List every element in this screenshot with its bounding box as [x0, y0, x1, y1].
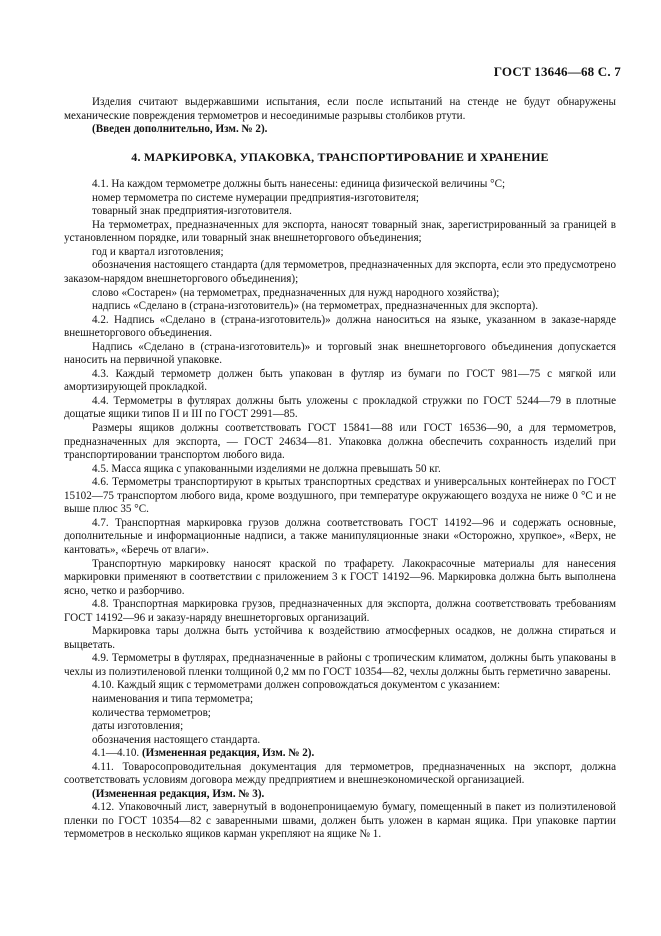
amendment-note — [64, 747, 616, 761]
list-item: наименования и типа термометра; — [92, 692, 254, 705]
paragraph: Маркировка тары должна быть устойчива к воздействию атмосферных осадков, не должна стираться и выцветать. — [64, 625, 616, 651]
list-item: обозначения настоящего стандарта. — [92, 733, 261, 746]
paragraph: 4.12. Упаковочный лист, завернутый в водонепроницаемую бумагу, помещенный в пакет из полиэтиленовой пленки по ГОСТ 10354—82 с заваренными швами, должен быть уложен в карман ящика. При упаковке партии термометров в несколько ящиков карман укрепляют на ящике № 1. — [64, 801, 616, 841]
paragraph: 4.7. Транспортная маркировка грузов должна соответствовать ГОСТ 14192—96 и содержать основные, дополнительные и информационные надписи, а также манипуляционные знаки «Осторожно, хрупкое», «Верх, не кантовать», «Беречь от влаги». — [64, 516, 616, 556]
paragraph: 4.1. На каждом термометре должны быть нанесены: единица физической величины °C; — [92, 178, 506, 191]
paragraph: Размеры ящиков должны соответствовать ГОСТ 15841—88 или ГОСТ 16536—90, а для термометров, предназначенных для экспорта, — ГОСТ 24634—81. Упаковка должна обеспечить сохранность изделий при транспортировании транспортом любого вида. — [64, 422, 616, 462]
paragraph: На термометрах, предназначенных для экспорта, наносят товарный знак, зарегистрированный за границей в установленном порядке, или товарный знак внешнеторгового объединения; — [64, 218, 616, 245]
list-item: товарный знак предприятия-изготовителя. — [92, 205, 292, 218]
list-item: год и квартал изготовления; — [92, 245, 224, 258]
paragraph: 4.6. Термометры транспортируют в крытых транспортных средствах и универсальных контейнерах по ГОСТ 15102—75 транспортом любого вида, кроме воздушного, при температуре окружающего воздуха не ниже 0 °C и не выше плюс 35 °C. — [64, 476, 616, 516]
paragraph: 4.9. Термометры в футлярах, предназначенные в районы с тропическим климатом, должны быть упакованы в чехлы из полиэтиленовой пленки толщиной 0,2 мм по ГОСТ 10354—82, чехлы должны быть герметично заварены. — [64, 652, 616, 678]
amendment-label: (Измененная редакция, Изм. № 2). — [141, 747, 315, 760]
list-item: количества термометров; — [92, 706, 211, 719]
paragraph: 4.5. Масса ящика с упакованными изделиями не должна превышать 50 кг. — [92, 462, 441, 475]
paragraph: 4.11. Товаросопроводительная документация для термометров, предназначенных на экспорт, должна соответствовать условиям договора между предприятием и внешнеэкономической организацией. — [64, 760, 616, 787]
amendment-note: (Введен дополнительно, Изм. № 2). — [92, 123, 268, 136]
document-body — [64, 96, 616, 842]
paragraph: 4.2. Надпись «Сделано в (страна-изготовитель)» должна наноситься на языке, указанном в заказе-наряде внешнеторгового объединения. — [64, 313, 616, 340]
amendment-note: (Измененная редакция, Изм. № 3). — [92, 787, 265, 800]
list-item: даты изготовления; — [92, 720, 184, 733]
list-item: номер термометра по системе нумерации предприятия-изготовителя; — [92, 191, 420, 204]
list-item: слово «Состарен» (на термометрах, предназначенных для нужд народного хозяйства); — [92, 286, 500, 299]
paragraph: 4.10. Каждый ящик с термометрами должен сопровождаться документом с указанием: — [92, 679, 501, 692]
list-item: надпись «Сделано в (страна-изготовитель)» (на термометрах, предназначенных для экспорта). — [92, 300, 538, 313]
paragraph: обозначения настоящего стандарта (для термометров, предназначенных для экспорта, если это предусмотрено заказом-нарядом внешнеторгового объединения); — [64, 259, 616, 286]
paragraph: Изделия считают выдержавшими испытания, если после испытаний на стенде не будут обнаружены механические повреждения термометров и несоединимые разрывы столбиков ртути. — [64, 96, 616, 122]
paragraph: 4.3. Каждый термометр должен быть упакован в футляр из бумаги по ГОСТ 981—75 с мягкой или амортизирующей прокладкой. — [64, 367, 616, 394]
section-title: 4. МАРКИРОВКА, УПАКОВКА, ТРАНСПОРТИРОВАНИЕ И ХРАНЕНИЕ — [131, 149, 549, 164]
paragraph: Надпись «Сделано в (страна-изготовитель)» и торговый знак внешнеторгового объединения допускается наносить на первичной упаковке. — [64, 340, 616, 367]
paragraph: 4.8. Транспортная маркировка грузов, предназначенных для экспорта, должна соответствовать требованиям ГОСТ 14192—96 и заказу-наряду внешнеторговых организаций. — [64, 598, 616, 624]
clause-range: 4.1—4.10. — [92, 747, 140, 760]
page-header: ГОСТ 13646—68 С. 7 — [493, 64, 621, 79]
paragraph: 4.4. Термометры в футлярах должны быть уложены с прокладкой стружки по ГОСТ 5244—79 в плотные дощатые ящики типов II и III по ГОСТ 2991—85. — [64, 394, 616, 421]
paragraph: Транспортную маркировку наносят краской по трафарету. Лакокрасочные материалы для нанесения маркировки применяют в соответствии с приложением 3 к ГОСТ 14192—96. Маркировка должна быть выполнена ясно, четко и разборчиво. — [64, 557, 616, 597]
